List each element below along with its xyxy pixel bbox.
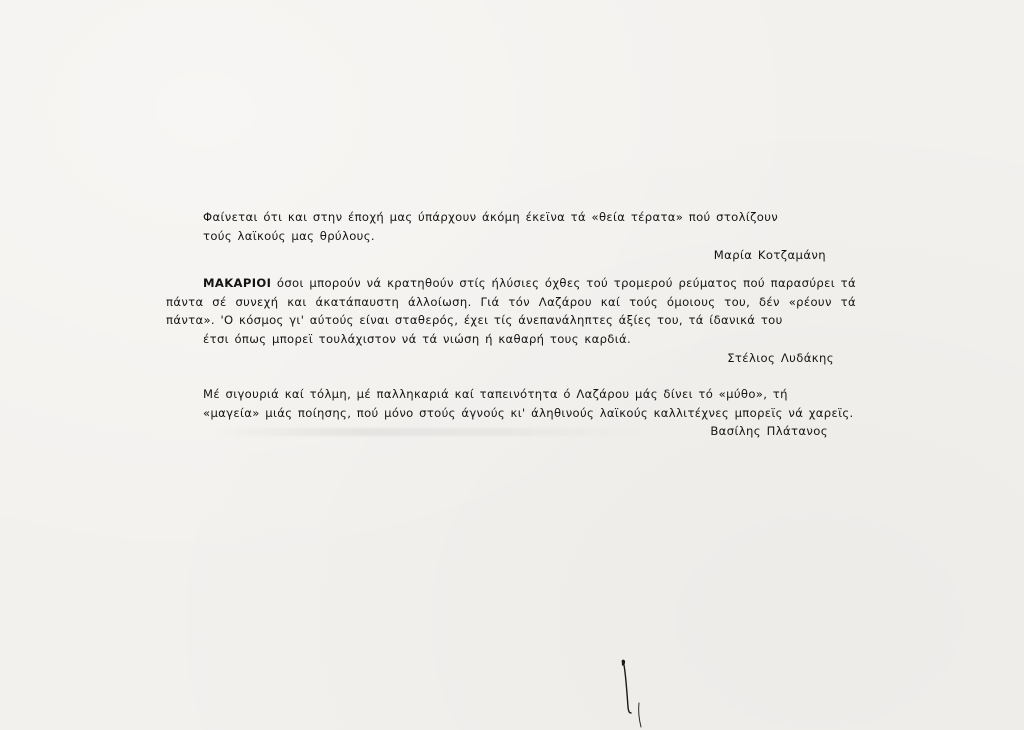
quote-paragraph [166, 208, 856, 245]
quote-block-2 [166, 274, 856, 367]
quote-author: Μαρία Κοτζαμάνη [713, 248, 826, 262]
ink-mark-icon [612, 655, 652, 730]
quote-line: «μαγεία» μιάς ποίησης, πού μόνο στούς άγνούς κι' άληθινούς λαϊκούς καλλιτέχνες μπορεϊς νά χαρεϊς. [203, 405, 854, 420]
quote-line: έτσι όπως μπορεϊ τουλάχιστον νά τά νιώση ή καθαρή τους καρδιά. [203, 331, 632, 346]
quote-author: Βασίλης Πλάτανος [710, 424, 828, 438]
quote-lead-word: ΜΑΚΑΡΙΟΙ [203, 276, 272, 290]
quote-line: τά πάντα σέ συνεχή και άκατάπαυστη άλλοίωση. Γιά τόν Λαζάρου καί τούς όμοιους του, δέν «ρέουν [166, 276, 856, 309]
quote-line: Μέ σιγουριά καί τόλμη, μέ παλληκαριά καί ταπεινότητα ό Λαζάρου μάς δίνει τό «μύθο», τή [203, 387, 788, 401]
paper-smudge [210, 428, 650, 436]
quote-line: τούς λαϊκούς μας θρύλους. [203, 228, 375, 243]
quote-line: όσοι μπορούν νά κρατηθούν στίς ήλύσιες όχθες τού τρομερού ρεύματος πού παρασύρει [271, 276, 835, 290]
quote-paragraph [166, 274, 856, 348]
quote-block-1 [166, 208, 856, 264]
quote-paragraph [166, 385, 856, 422]
quote-line: Φαίνεται ότι και στην έποχή μας ύπάρχουν άκόμη έκεϊνα τά «θεία τέρατα» πού στολίζουν [203, 210, 779, 224]
quote-author: Στέλιος Λυδάκης [727, 351, 834, 365]
quote-line: τά πάντα». 'Ο κόσμος γι' αύτούς είναι σταθερός, έχει τίς άνεπανάληπτες άξίες του, τά ίδανικά του [166, 294, 856, 327]
